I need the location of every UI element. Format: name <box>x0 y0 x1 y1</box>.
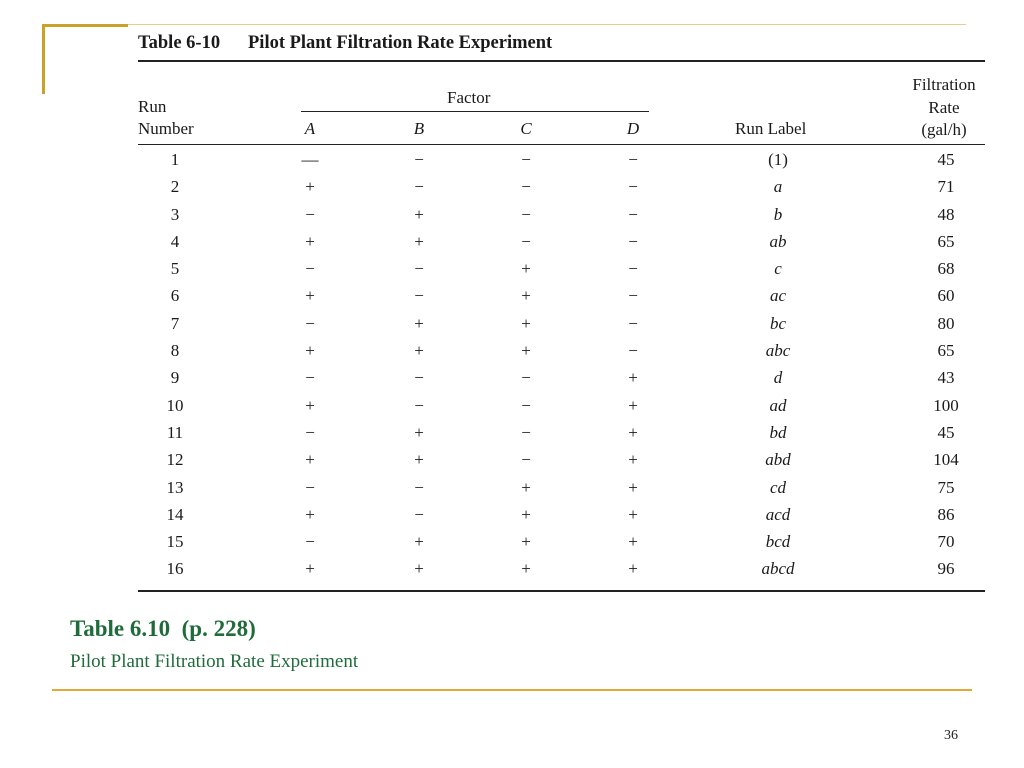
cell-d: + <box>628 504 638 524</box>
cell-d: − <box>628 177 638 197</box>
table-bottom-rule <box>138 590 985 592</box>
table-row <box>0 530 1024 557</box>
cell-b: + <box>414 313 424 333</box>
table-row <box>0 448 1024 475</box>
cell-b: − <box>414 259 424 279</box>
table-row <box>0 476 1024 503</box>
table-row <box>0 284 1024 311</box>
cell-a: − <box>305 422 315 442</box>
cell-b: − <box>414 368 424 388</box>
cell-run-label: c <box>774 259 782 279</box>
cell-a: + <box>305 504 315 524</box>
cell-d: + <box>628 422 638 442</box>
frame-accent-horizontal <box>42 24 128 27</box>
page-number: 36 <box>944 728 958 743</box>
cell-d: − <box>628 286 638 306</box>
cell-c: + <box>521 477 531 497</box>
cell-c: − <box>521 368 531 388</box>
cell-b: + <box>414 422 424 442</box>
cell-b: − <box>414 286 424 306</box>
cell-a: − <box>305 313 315 333</box>
header-run-line1: Run <box>138 97 167 116</box>
factor-rule <box>301 111 649 112</box>
header-run-line2: Number <box>138 119 194 138</box>
table-body <box>0 148 1024 585</box>
cell-c: + <box>521 504 531 524</box>
cell-run: 16 <box>166 559 184 579</box>
cell-c: − <box>521 204 531 224</box>
table-row <box>0 257 1024 284</box>
table-heading <box>138 33 552 54</box>
cell-run-label: d <box>773 368 783 388</box>
cell-c: − <box>521 395 531 415</box>
cell-a: — <box>301 150 319 169</box>
cell-b: − <box>414 150 424 169</box>
cell-rate: 48 <box>937 204 955 224</box>
cell-b: + <box>414 204 424 224</box>
header-factor-a: A <box>304 119 316 138</box>
cell-run: 14 <box>166 504 184 524</box>
header-factor: Factor <box>447 88 491 107</box>
header-factor-c: C <box>520 119 532 138</box>
cell-d: + <box>628 395 638 415</box>
cell-rate: 100 <box>933 395 959 415</box>
table-top-rule <box>138 60 985 62</box>
table-header-rule <box>138 144 985 145</box>
cell-a: + <box>305 450 315 470</box>
cell-b: + <box>414 341 424 361</box>
cell-run-label: ad <box>769 395 787 415</box>
cell-run-label: b <box>773 204 783 224</box>
header-factor-d: D <box>626 119 640 138</box>
cell-a: − <box>305 204 315 224</box>
cell-run-label: bd <box>769 422 787 442</box>
cell-d: − <box>628 150 638 169</box>
cell-rate: 60 <box>937 286 955 306</box>
table-row <box>0 421 1024 448</box>
header-run-label: Run Label <box>735 119 807 138</box>
cell-run-label: ab <box>769 231 787 251</box>
header-factor-b: B <box>413 119 425 138</box>
cell-rate: 65 <box>937 231 955 251</box>
cell-c: − <box>521 422 531 442</box>
cell-c: − <box>521 231 531 251</box>
cell-rate: 70 <box>937 532 955 552</box>
cell-c: + <box>521 259 531 279</box>
cell-a: + <box>305 177 315 197</box>
table-row <box>0 175 1024 202</box>
cell-run: 1 <box>170 150 180 169</box>
table-row <box>0 503 1024 530</box>
cell-a: + <box>305 231 315 251</box>
table-title: Pilot Plant Filtration Rate Experiment <box>248 33 553 53</box>
cell-d: − <box>628 231 638 251</box>
cell-run-label: acd <box>765 504 791 524</box>
table-row <box>0 339 1024 366</box>
cell-run: 2 <box>170 177 180 197</box>
cell-a: + <box>305 559 315 579</box>
cell-b: − <box>414 504 424 524</box>
cell-run: 15 <box>166 532 184 552</box>
cell-d: − <box>628 313 638 333</box>
cell-run: 13 <box>166 477 184 497</box>
table-row <box>0 148 1024 175</box>
cell-d: + <box>628 477 638 497</box>
cell-rate: 86 <box>937 504 955 524</box>
cell-a: − <box>305 259 315 279</box>
cell-rate: 65 <box>937 341 955 361</box>
cell-rate: 75 <box>937 477 955 497</box>
cell-b: + <box>414 559 424 579</box>
cell-run: 11 <box>166 422 184 442</box>
cell-run-label: abc <box>765 341 791 361</box>
caption-title: Table 6.10 (p. 228) <box>70 616 256 641</box>
cell-c: − <box>521 150 531 169</box>
cell-d: + <box>628 532 638 552</box>
cell-run: 9 <box>170 368 180 388</box>
cell-b: − <box>414 177 424 197</box>
cell-rate: 96 <box>937 559 955 579</box>
cell-rate: 68 <box>937 259 955 279</box>
cell-run-label: abcd <box>761 559 795 579</box>
header-rate-line1: Filtration <box>912 75 976 94</box>
cell-run-label: a <box>773 177 783 197</box>
cell-c: + <box>521 559 531 579</box>
cell-run: 4 <box>170 231 180 251</box>
cell-a: + <box>305 395 315 415</box>
header-rate-line3: (gal/h) <box>921 120 967 139</box>
table-row <box>0 312 1024 339</box>
cell-b: + <box>414 450 424 470</box>
cell-rate: 104 <box>933 450 959 470</box>
cell-c: + <box>521 341 531 361</box>
cell-rate: 80 <box>937 313 955 333</box>
cell-rate: 43 <box>937 368 955 388</box>
cell-b: + <box>414 231 424 251</box>
cell-a: − <box>305 368 315 388</box>
table-row <box>0 366 1024 393</box>
cell-run-label: bc <box>769 313 787 333</box>
cell-d: − <box>628 204 638 224</box>
cell-c: − <box>521 450 531 470</box>
cell-run: 3 <box>170 204 180 224</box>
cell-run-label: bcd <box>765 532 791 552</box>
cell-run-label: cd <box>769 477 787 497</box>
cell-a: + <box>305 286 315 306</box>
cell-a: − <box>305 532 315 552</box>
cell-rate: 45 <box>937 422 955 442</box>
cell-run-label: (1) <box>768 150 788 169</box>
cell-a: + <box>305 341 315 361</box>
cell-b: − <box>414 395 424 415</box>
cell-rate: 71 <box>937 177 955 197</box>
cell-b: − <box>414 477 424 497</box>
cell-d: + <box>628 450 638 470</box>
cell-run: 8 <box>170 341 180 361</box>
cell-c: + <box>521 313 531 333</box>
cell-d: − <box>628 259 638 279</box>
frame-accent-vertical <box>42 24 45 94</box>
table-row <box>0 230 1024 257</box>
caption-subtitle: Pilot Plant Filtration Rate Experiment <box>70 651 359 672</box>
table-row <box>0 394 1024 421</box>
cell-run-label: ac <box>769 286 787 306</box>
table-number: Table 6-10 <box>138 33 221 53</box>
cell-c: − <box>521 177 531 197</box>
cell-run: 12 <box>166 450 184 470</box>
cell-d: − <box>628 341 638 361</box>
cell-run: 7 <box>170 313 180 333</box>
cell-b: + <box>414 532 424 552</box>
footer-divider <box>52 689 972 691</box>
frame-top-line <box>128 24 966 25</box>
cell-a: − <box>305 477 315 497</box>
header-rate-line2: Rate <box>928 97 960 117</box>
header-filtration-rate <box>896 74 992 142</box>
table-row <box>0 557 1024 584</box>
cell-rate: 45 <box>937 150 955 169</box>
cell-run-label: abd <box>765 450 791 470</box>
cell-run: 10 <box>166 395 184 415</box>
cell-c: + <box>521 532 531 552</box>
cell-run: 6 <box>170 286 180 306</box>
cell-d: + <box>628 368 638 388</box>
cell-run: 5 <box>170 259 180 279</box>
cell-c: + <box>521 286 531 306</box>
table-row <box>0 203 1024 230</box>
cell-d: + <box>628 559 638 579</box>
